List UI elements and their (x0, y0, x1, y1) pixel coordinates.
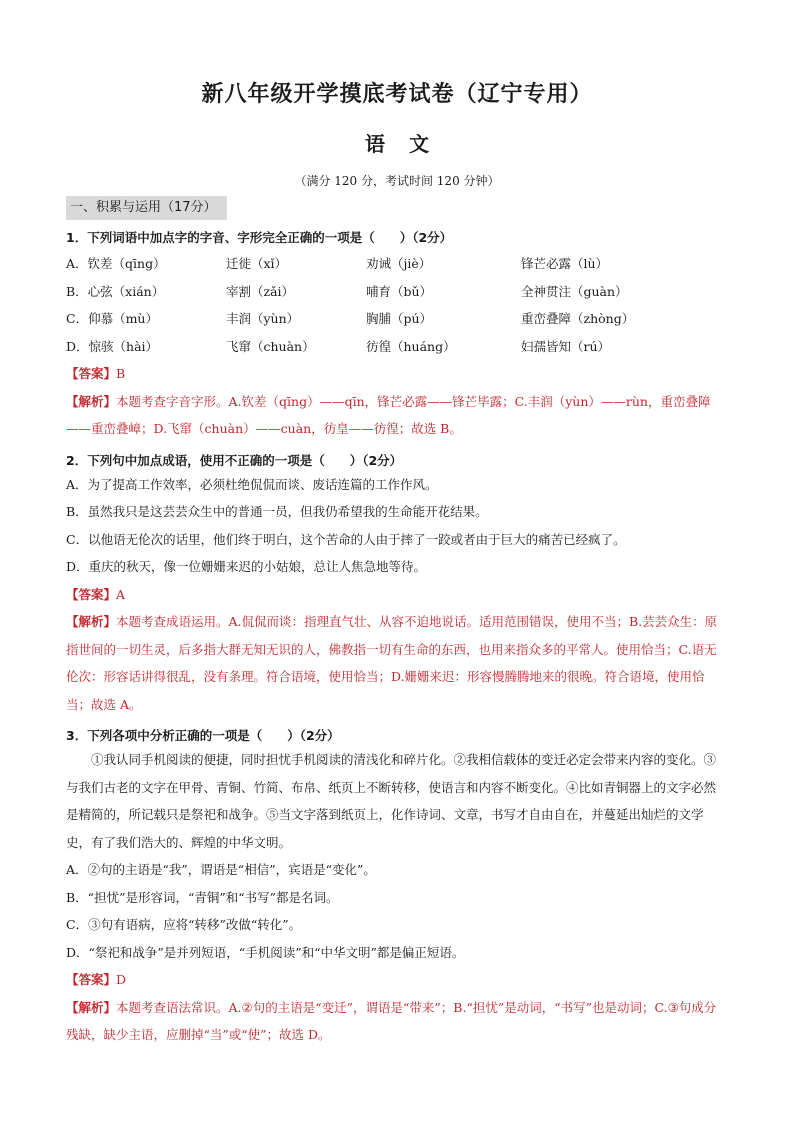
q1-option: A．钦差（qīng） (66, 256, 166, 271)
exam-info: （满分 120 分，考试时间 120 分钟） (294, 174, 500, 188)
analysis-text: 本题考查字音字形。A.钦差（qīng）——qīn，锋芒必露——锋芒毕露；C.丰润（yùn）——rùn，重峦叠障——重峦叠嶂；D.飞窜（chuàn）——cuàn，彷皇——彷徨；故选 B。 (66, 393, 711, 436)
section-heading: 一、积累与运用（17分） (66, 196, 227, 220)
q1-option: 劝诫（jiè） (366, 256, 432, 271)
exam-title: 新八年级开学摸底考试卷（辽宁专用） (201, 82, 593, 107)
q1-option: 妇孺皆知（rú） (521, 338, 611, 354)
analysis-tag: 【解析】 (66, 393, 117, 409)
answer-value: A (116, 586, 126, 602)
question-3-analysis (66, 994, 728, 1049)
q2-option-b: B．虽然我只是这芸芸众生中的普通一员，但我仍希望我的生命能开花结果。 (66, 504, 488, 519)
answer-tag: 【答案】 (66, 366, 117, 381)
q2-option-a: A．为了提高工作效率，必须杜绝侃侃而谈、废话连篇的工作作风。 (66, 476, 438, 492)
analysis-text: 本题考查成语运用。A.侃侃而谈：指理直气壮、从容不迫地说话。适用范围错误，使用不当；B.芸芸众生：原指世间的一切生灵，后多指大群无知无识的人，佛教指一切有生命的东西，也用来指众多的平常人。使用恰当；C.语无伦次：形容话讲得很乱，没有条理。符合语境，使用恰当；D.姗姗来迟：形容慢腾腾地来的很晚。符合语境，使用恰当；故选 A。 (66, 614, 718, 712)
question-2-analysis (66, 608, 728, 718)
question-3-passage: ①我认同手机阅读的便捷，同时担忧手机阅读的清浅化和碎片化。②我相信载体的变迁必定会带来内容的变化。③与我们古老的文字在甲骨、青铜、竹简、布帛、纸页上不断转移，使语言和内容不断变化。④比如青铜器上的文字必然是精简的，所记载只是祭祀和战争。⑤当文字落到纸页上，化作诗词、文章，书写才自由自在，并蔓延出灿烂的文学史，有了我们浩大的、辉煌的中华文明。 (66, 752, 717, 850)
q1-option: C．仰慕（mù） (66, 311, 158, 326)
q1-option: 迁徙（xǐ） (226, 256, 288, 271)
subject-heading (66, 130, 728, 158)
q1-option: 锋芒必露（lù） (521, 256, 609, 271)
q1-option: D．惊骇（hài） (66, 338, 159, 354)
q1-option: 彷徨（huáng） (366, 338, 456, 354)
q1-option: B．心弦（xián） (66, 283, 165, 299)
q1-option: 宰割（zǎi） (226, 283, 295, 299)
question-2-answer (66, 581, 728, 609)
answer-value: D (116, 972, 127, 987)
question-1-stem: 1．下列词语中加点字的字音、字形完全正确的一项是（ ）（2分） (66, 230, 453, 245)
q2-option-c: C．以他语无伦次的话里，他们终于明白，这个苦命的人由于摔了一跤或者由于巨大的痛苦已经疯了。 (66, 531, 626, 547)
answer-tag: 【答案】 (66, 972, 117, 987)
q3-option-d: D．“祭祀和战争”是并列短语，“手机阅读”和“中华文明”都是偏正短语。 (66, 944, 465, 960)
analysis-text: 本题考查语法常识。A.②句的主语是“变迁”，谓语是“带来”；B.“担忧”是动词，“书写”也是动词；C.③句成分残缺，缺少主语，应删掉“当”或“使”；故选 D。 (66, 999, 717, 1042)
question-2-stem: 2．下列句中加点成语，使用不正确的一项是（ ）（2分） (66, 452, 403, 468)
answer-tag: 【答案】 (66, 586, 117, 602)
q3-option-a: A．②句的主语是“我”，谓语是“相信”，宾语是“变化”。 (66, 862, 376, 877)
question-3-stem: 3．下列各项中分析正确的一项是（ ）（2分） (66, 728, 340, 743)
q1-option: 飞窜（chuàn） (226, 338, 315, 354)
document-page (66, 72, 728, 1049)
answer-value: B (116, 366, 126, 381)
question-1-options (66, 250, 728, 360)
q1-option: 胸脯（pú） (366, 311, 433, 326)
q1-option: 哺育（bǔ） (366, 283, 433, 299)
subject-char-2: 文 (409, 132, 429, 156)
question-1-analysis (66, 388, 728, 443)
analysis-tag: 【解析】 (66, 614, 117, 629)
q1-option: 全神贯注（guàn） (521, 283, 628, 299)
q1-option: 丰润（yùn） (226, 311, 300, 326)
q1-option: 重峦叠障（zhòng） (521, 311, 635, 326)
q3-option-c: C．③句有语病，应将“转移”改做“转化”。 (66, 917, 302, 932)
subject-char-1: 语 (365, 132, 385, 156)
question-1-answer (66, 360, 728, 388)
q3-option-b: B．“担忧”是形容词，“青铜”和“书写”都是名词。 (66, 889, 339, 905)
question-3-answer (66, 966, 728, 994)
analysis-tag: 【解析】 (66, 999, 117, 1015)
q2-option-d: D．重庆的秋天，像一位姗姗来迟的小姑娘，总让人焦急地等待。 (66, 559, 427, 574)
